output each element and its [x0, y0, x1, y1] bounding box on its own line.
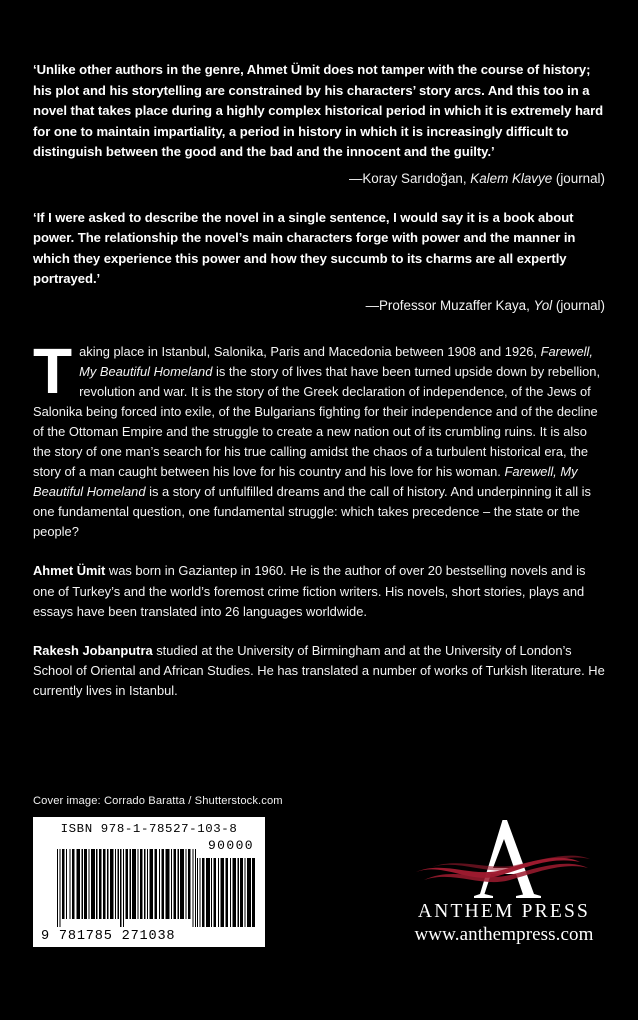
cover-text-column	[33, 60, 605, 701]
barcode-ean-digits: 9 781785 271038	[41, 929, 176, 944]
barcode-bars-area	[41, 849, 257, 927]
translator-bio	[33, 641, 605, 701]
book-blurb	[33, 334, 605, 543]
author-name: Ahmet Ümit	[33, 563, 106, 579]
barcode-main-bars	[57, 849, 197, 927]
review-attribution-2-author: —Professor Muzaffer Kaya,	[365, 297, 534, 313]
barcode-addon-value: 90000	[207, 838, 254, 853]
review-attribution-2-source: Yol	[533, 297, 553, 313]
publisher-url[interactable]: www.anthempress.com	[414, 924, 594, 945]
blurb-part-1: aking place in Istanbul, Salonika, Paris and Macedonia between 1908 and 1926,	[79, 343, 541, 359]
review-attribution-1-source: Kalem Klavye	[470, 170, 553, 186]
blurb-book-title-1: Farewell, My Beautiful Homeland	[79, 343, 593, 379]
translator-name: Rakesh Jobanputra	[33, 642, 153, 658]
publisher-logo-block	[398, 818, 610, 946]
review-attribution-1-suffix: (journal)	[552, 170, 605, 186]
blurb-book-title-2: Farewell, My Beautiful Homeland	[33, 464, 578, 500]
blurb-part-3: is a story of unfulfilled dreams and the call of history. And underpinning it all is one fundamental question, one fundamental struggle: which takes precedence – the state or the people?	[33, 484, 591, 540]
anthem-a-logo-icon	[398, 818, 610, 900]
barcode-addon-bars	[197, 858, 255, 927]
review-quote-2: ‘If I were asked to describe the novel in a single sentence, I would say it is a book about power. The relationship the novel’s main characters forge with power and the manner in which they experience this power and how they succumb to its charms are all expertly portrayed.’	[33, 209, 576, 286]
barcode-isbn-label: ISBN 978-1-78527-103-8	[60, 822, 238, 836]
author-bio-text: was born in Gaziantep in 1960. He is the author of over 20 bestselling novels and is one of Turkey’s and the world’s foremost crime fiction writers. His novels, short stories, plays and essays have been translated into 26 languages worldwide.	[33, 563, 586, 619]
translator-bio-text: studied at the University of Birmingham and at the University of London’s School of Oriental and African Studies. He has translated a number of works of Turkish literature. He currently lives in Istanbul.	[33, 642, 605, 698]
publisher-name: ANTHEM PRESS	[417, 901, 591, 922]
review-attribution-1	[33, 169, 605, 189]
review-quote-1: ‘Unlike other authors in the genre, Ahmet Ümit does not tamper with the course of history; his plot and his storytelling are constrained by his characters’ story arcs. And this too in a novel that takes place during a highly complex historical period in which it is extremely hard for one to maintain impartiality, a period in history in which it is increasingly difficult to distinguish between the good and the bad and the innocent and the guilty.’	[33, 62, 604, 159]
blurb-part-2: is the story of lives that have been turned upside down by rebellion, revolution and war. It is the story of the Greek declaration of independence, of the Jews of Salonika being forced into exile, of the Bulgarians fighting for their independence and of the decline of the Ottoman Empire and the struggle to create a new nation out of its crumbling ruins. It is also the story of one man’s search for his true calling amidst the chaos of a turbulent historical era, the story of a man caught between his love for his country and his love for his woman.	[33, 363, 601, 480]
blurb-drop-cap: T	[33, 334, 73, 407]
anthem-logo-svg	[398, 818, 610, 900]
review-attribution-1-author: —Koray Sarıdoğan,	[348, 170, 471, 186]
isbn-barcode	[33, 817, 265, 947]
review-attribution-2-suffix: (journal)	[552, 297, 605, 313]
cover-image-credit: Cover image: Corrado Baratta / Shutterstock.com	[33, 795, 283, 807]
author-bio	[33, 561, 605, 621]
review-attribution-2	[33, 296, 605, 316]
